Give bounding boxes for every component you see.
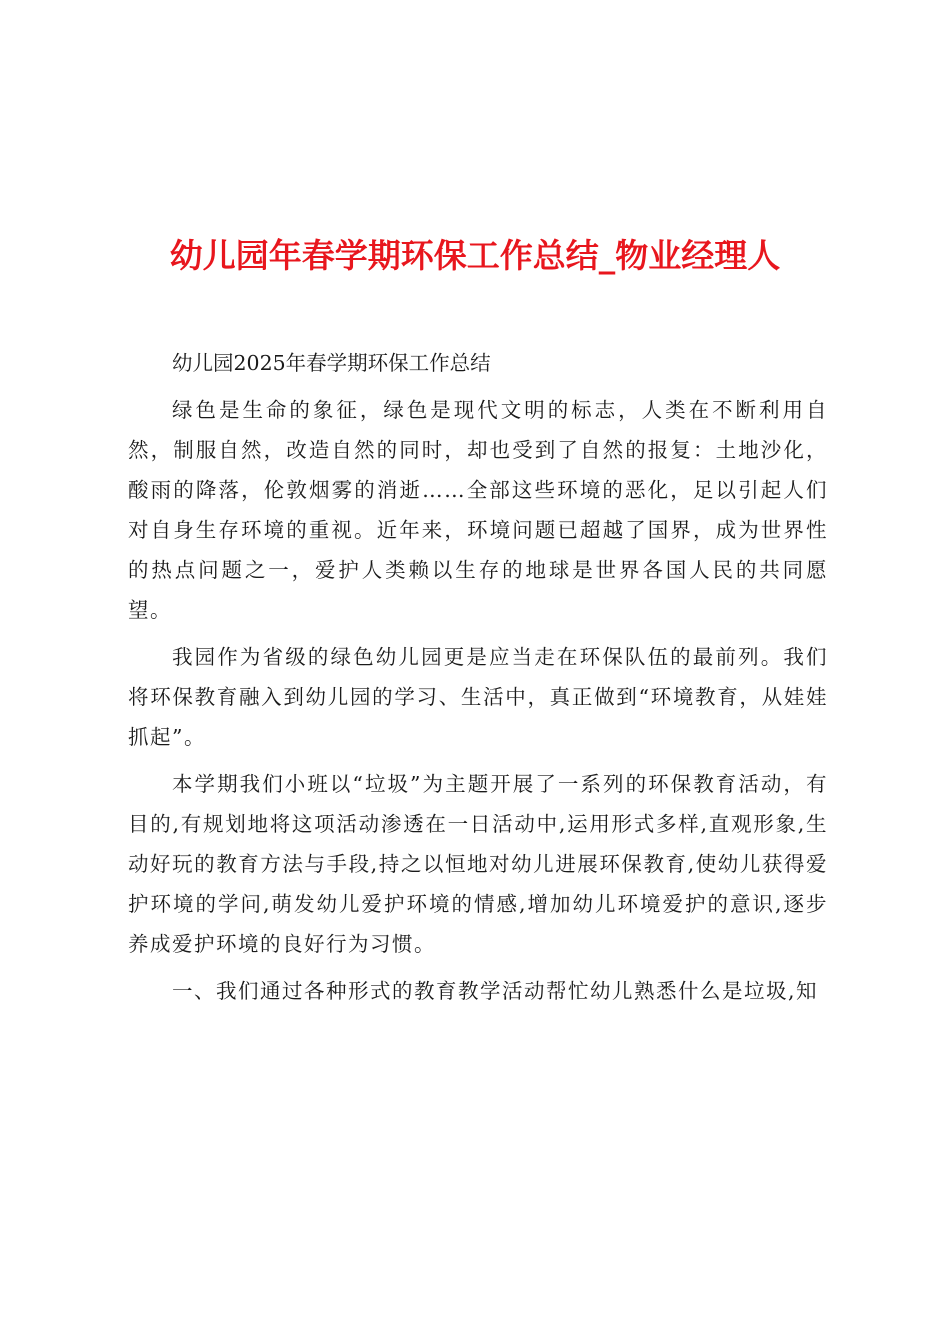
document-title: 幼儿园年春学期环保工作总结_物业经理人 [169, 236, 781, 276]
paragraph-section-one: 一、我们通过各种形式的教育教学活动帮忙幼儿熟悉什么是垃圾,知 [172, 979, 819, 1003]
paragraph-intro: 绿色是生命的象征，绿色是现代文明的标志，人类在不断利用自然，制服自然，改造自然的同时，却也受到了自然的报复：土地沙化，酸雨的降落，伦敦烟雾的消逝……全部这些环境的恶化，足以引起人们对自身生存环境的重视。近年来，环境问题已超越了国界，成为世界性的热点问题之一，爱护人类赖以生存的地球是世界各国人民的共同愿望。 [128, 398, 828, 622]
document-subtitle: 幼儿园2025年春学期环保工作总结 [172, 351, 491, 375]
document-body [128, 343, 828, 1018]
paragraph-garbage-theme: 本学期我们小班以“垃圾”为主题开展了一系列的环保教育活动，有目的,有规划地将这项活动渗透在一日活动中,运用形式多样,直观形象,生动好玩的教育方法与手段,持之以恒地对幼儿进展环保教育,使幼儿获得爱护环境的学问,萌发幼儿爱护环境的情感,增加幼儿环境爱护的意识,逐步养成爱护环境的良好行为习惯。 [128, 772, 828, 956]
paragraph-green-kindergarten: 我园作为省级的绿色幼儿园更是应当走在环保队伍的最前列。我们将环保教育融入到幼儿园的学习、生活中，真正做到“环境教育，从娃娃抓起”。 [128, 645, 828, 749]
